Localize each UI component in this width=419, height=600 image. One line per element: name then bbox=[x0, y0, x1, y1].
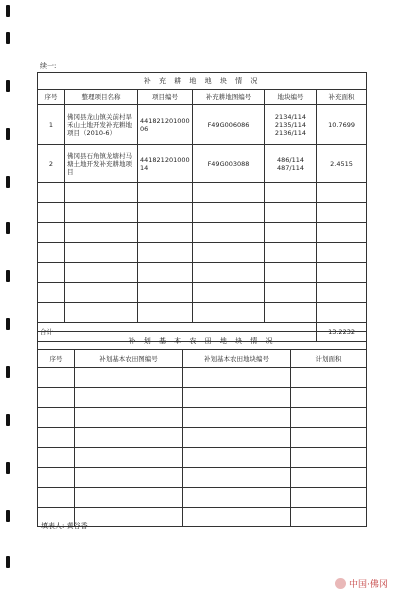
cell-plot-code: 486/114 487/114 bbox=[265, 145, 317, 183]
cell-project-name: 佛冈县龙山镇关前村旱禾山土地开发补充耕地项目（2010-6） bbox=[65, 105, 138, 145]
table-row bbox=[38, 243, 367, 263]
header-project-name: 整理项目名称 bbox=[65, 90, 138, 105]
binder-mark bbox=[6, 5, 10, 17]
table2-title: 补 划 基 本 农 田 地 块 情 况 bbox=[38, 332, 367, 350]
table1-title: 补 充 耕 地 地 块 情 况 bbox=[38, 73, 367, 90]
binder-mark bbox=[6, 556, 10, 568]
table-row bbox=[38, 368, 367, 388]
binder-mark bbox=[6, 176, 10, 188]
cell-map-code: F49G006086 bbox=[193, 105, 265, 145]
cell-seq: 1 bbox=[38, 105, 65, 145]
cell-project-code: 44182120100014 bbox=[138, 145, 193, 183]
table-row bbox=[38, 105, 367, 145]
header-seq: 序号 bbox=[38, 90, 65, 105]
header-plot-code: 地块编号 bbox=[265, 90, 317, 105]
form-filler: 填表人: 黄谷香 bbox=[41, 522, 88, 530]
total-label: 合计 bbox=[38, 323, 317, 342]
header-farmland-plot-code: 补划基本农田地块编号 bbox=[183, 350, 291, 368]
binder-mark bbox=[6, 366, 10, 378]
header-seq: 序号 bbox=[38, 350, 75, 368]
table-row bbox=[38, 488, 367, 508]
basic-farmland-table bbox=[37, 331, 367, 527]
table-row bbox=[38, 203, 367, 223]
binder-mark bbox=[6, 462, 10, 474]
table-row bbox=[38, 183, 367, 203]
cell-plot-code: 2134/114 2135/114 2136/114 bbox=[265, 105, 317, 145]
cell-area: 2.4515 bbox=[317, 145, 367, 183]
table-row bbox=[38, 283, 367, 303]
supplementary-farmland-table bbox=[37, 72, 367, 342]
binder-mark bbox=[6, 270, 10, 282]
binder-mark bbox=[6, 128, 10, 140]
binder-mark bbox=[6, 80, 10, 92]
table-row bbox=[38, 145, 367, 183]
table-row bbox=[38, 408, 367, 428]
table-row bbox=[38, 428, 367, 448]
binder-mark bbox=[6, 318, 10, 330]
header-project-code: 项目编号 bbox=[138, 90, 193, 105]
binder-mark bbox=[6, 32, 10, 44]
binder-mark bbox=[6, 510, 10, 522]
watermark-text: 中国·佛冈 bbox=[349, 580, 388, 590]
header-map-code: 补充耕地图编号 bbox=[193, 90, 265, 105]
table-row bbox=[38, 223, 367, 243]
header-planned-area: 计划面积 bbox=[291, 350, 367, 368]
continuation-label: 续一: bbox=[40, 62, 57, 70]
header-area: 补充面积 bbox=[317, 90, 367, 105]
cell-project-name: 佛冈县石角镇龙塘村马塘土地开发补充耕地项目 bbox=[65, 145, 138, 183]
header-farmland-map-code: 补划基本农田图编号 bbox=[75, 350, 183, 368]
watermark-logo-icon bbox=[335, 578, 346, 589]
binder-mark bbox=[6, 414, 10, 426]
table-row bbox=[38, 263, 367, 283]
total-value: 13.2232 bbox=[317, 323, 367, 342]
cell-project-code: 44182120100006 bbox=[138, 105, 193, 145]
table-row bbox=[38, 468, 367, 488]
table-row bbox=[38, 303, 367, 323]
cell-map-code: F49G003088 bbox=[193, 145, 265, 183]
table-row bbox=[38, 388, 367, 408]
watermark bbox=[335, 577, 388, 590]
binder-mark bbox=[6, 222, 10, 234]
cell-seq: 2 bbox=[38, 145, 65, 183]
table-row bbox=[38, 448, 367, 468]
cell-area: 10.7699 bbox=[317, 105, 367, 145]
